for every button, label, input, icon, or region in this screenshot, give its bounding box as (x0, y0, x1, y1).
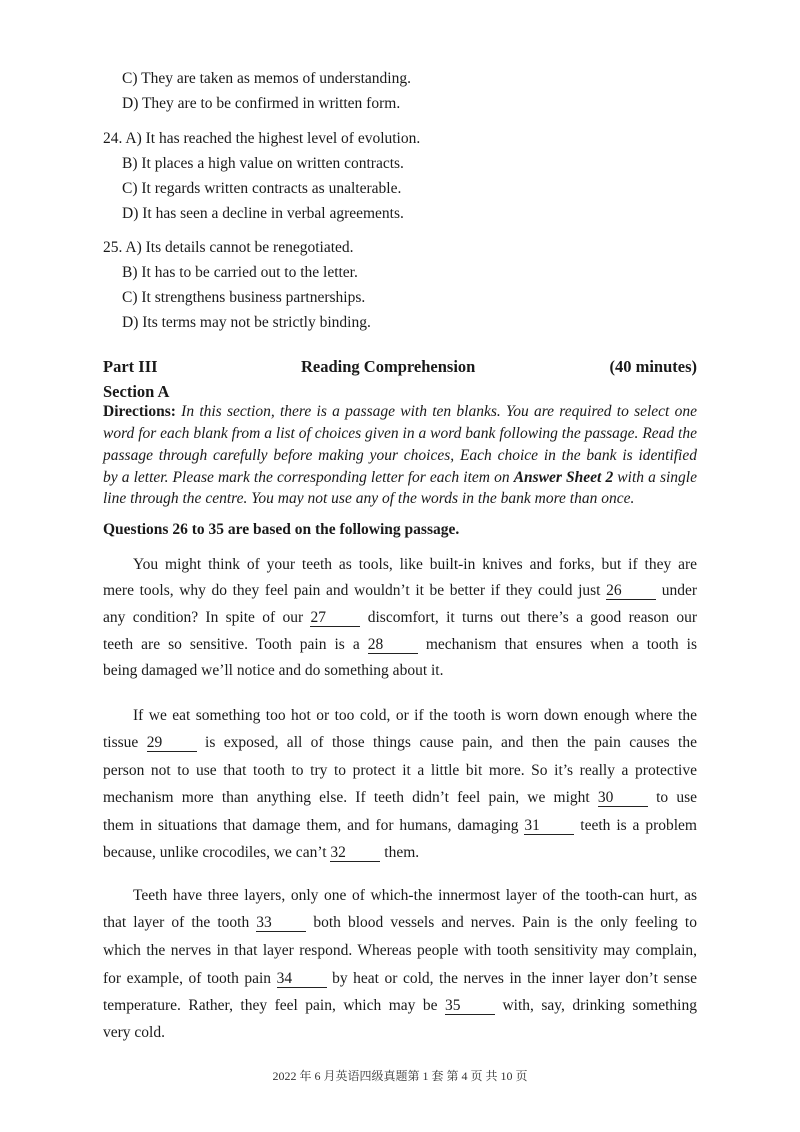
blank-31: 31 (524, 818, 574, 835)
blank-27: 27 (310, 610, 360, 627)
part-title: Reading Comprehension (301, 357, 476, 376)
passage-line (103, 941, 697, 961)
passage-line (133, 706, 697, 726)
option-c: C) They are taken as memos of understanding. (122, 70, 411, 87)
option-a: A) Its details cannot be renegotiated. (125, 239, 354, 256)
option-c: C) It strengthens business partnerships. (122, 289, 366, 306)
passage-text: with, say, drinking something (494, 997, 697, 1014)
passage-text: teeth is a problem (574, 817, 697, 834)
passage-text: Teeth have three layers, only one of which-the innermost layer of the tooth-can hurt, as (133, 887, 697, 904)
passage-line (103, 996, 697, 1016)
passage-line (103, 788, 697, 808)
passage-line (133, 886, 697, 906)
passage-line (103, 733, 697, 753)
option-d: D) Its terms may not be strictly binding. (122, 314, 371, 331)
passage-line (103, 969, 697, 989)
passage-line (103, 661, 697, 681)
option-a: A) It has reached the highest level of evolution. (125, 130, 421, 147)
option-d: D) They are to be confirmed in written form. (122, 95, 401, 112)
passage-text: discomfort, it turns out there’s a good reason our (360, 609, 697, 626)
passage-line (103, 1023, 697, 1043)
passage-line (103, 761, 697, 781)
page-footer: 2022 年 6 月英语四级真题第 1 套 第 4 页 共 10 页 (272, 1069, 528, 1083)
passage-line (133, 555, 697, 575)
part-label: Part III (103, 357, 158, 376)
passage-line (103, 608, 697, 628)
blank-29: 29 (147, 735, 197, 752)
option-c: C) It regards written contracts as unalterable. (122, 180, 402, 197)
passage-text: teeth are so sensitive. Tooth pain is a (103, 636, 368, 653)
passage-text: very cold. (103, 1024, 165, 1041)
passage-text: them in situations that damage them, and for humans, damaging (103, 817, 525, 834)
passage-text: You might think of your teeth as tools, like built-in knives and forks, but if they are (133, 556, 697, 573)
blank-26: 26 (606, 583, 656, 600)
passage-line (103, 843, 697, 863)
passage-line (103, 816, 697, 836)
blank-32: 32 (330, 845, 380, 862)
passage-text: any condition? In spite of our (103, 609, 311, 626)
passage-text: mere tools, why do they feel pain and wouldn’t it be better if they could just (103, 582, 607, 599)
blank-28: 28 (368, 637, 418, 654)
blank-35: 35 (445, 998, 495, 1015)
passage-text: person not to use that tooth to try to protect it a little bit more. So it’s really a protective (103, 762, 697, 779)
passage-text: both blood vessels and nerves. Pain is the only feeling to (306, 914, 697, 931)
passage-text: is exposed, all of those things cause pain, and then the pain causes the (196, 734, 697, 751)
passage-text: being damaged we’ll notice and do something about it. (103, 662, 444, 679)
question-number: 24. (103, 130, 123, 147)
questions-intro: Questions 26 to 35 are based on the following passage. (103, 521, 460, 538)
passage-text: under (656, 582, 697, 599)
passage-text: tissue (103, 734, 147, 751)
question-number: 25. (103, 239, 123, 256)
passage-text: them. (380, 844, 420, 861)
option-b: B) It places a high value on written contracts. (122, 155, 404, 172)
option-b: B) It has to be carried out to the letter. (122, 264, 358, 281)
passage-line (103, 635, 697, 655)
passage-text: for example, of tooth pain (103, 970, 277, 987)
blank-30: 30 (598, 790, 648, 807)
option-d: D) It has seen a decline in verbal agreements. (122, 205, 404, 222)
passage-line (103, 581, 697, 601)
passage-text: mechanism that ensures when a tooth is (417, 636, 697, 653)
section-heading: Section A (103, 382, 170, 401)
passage-text: because, unlike crocodiles, we can’t (103, 844, 331, 861)
part-time: (40 minutes) (609, 357, 697, 376)
passage-text: mechanism more than anything else. If teeth didn’t feel pain, we might (103, 789, 598, 806)
passage-text: by heat or cold, the nerves in the inner layer don’t sense (326, 970, 697, 987)
passage-line (103, 913, 697, 933)
passage-text: that layer of the tooth (103, 914, 257, 931)
blank-34: 34 (277, 971, 327, 988)
answer-sheet-ref: Answer Sheet 2 (513, 469, 614, 486)
directions-label: Directions: (103, 403, 176, 420)
blank-33: 33 (256, 915, 306, 932)
passage-text: to use (647, 789, 697, 806)
passage-text: which the nerves in that layer respond. Whereas people with tooth sensitivity may complain, (103, 942, 697, 959)
passage-text: temperature. Rather, they feel pain, which may be (103, 997, 445, 1014)
passage-text: If we eat something too hot or too cold, or if the tooth is worn down enough where the (133, 707, 697, 724)
